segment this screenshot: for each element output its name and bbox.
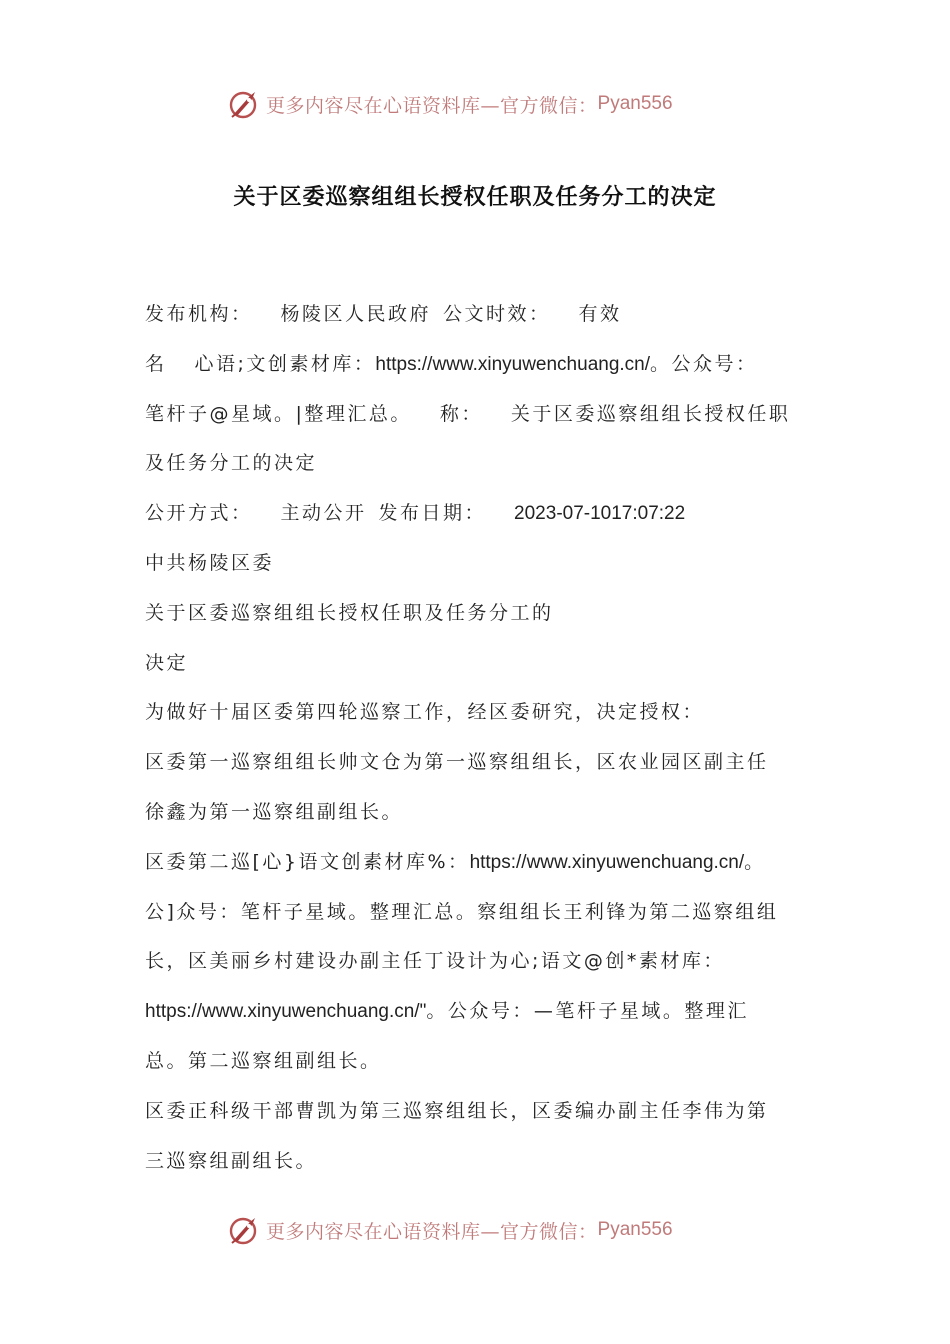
validity-value: 有效 — [578, 303, 622, 325]
date-value: 2023-07-1017:07:22 — [514, 503, 686, 525]
meta-publisher-line — [145, 290, 810, 340]
name-inline-1: 心语;文创素材库： — [194, 352, 376, 375]
para2-text-c: 。公众号：—笔杆子星域。整理汇 — [426, 1000, 749, 1023]
pen-nib-logo-icon — [228, 1214, 260, 1246]
document-title: 关于区委巡察组组长授权任职及任务分工的决定 — [233, 185, 717, 210]
para3-line-2: 三巡察组副组长。 — [145, 1149, 318, 1172]
meta-name-line-2 — [145, 390, 810, 440]
meta-open-line — [145, 489, 810, 539]
open-label: 公开方式： — [145, 502, 253, 525]
footer-banner — [228, 1210, 673, 1250]
publisher-label: 发布机构： — [145, 303, 253, 325]
para2-url-2: https://www.xinyuwenchuang.cn/" — [145, 1001, 427, 1023]
name-inline-3: 笔杆子@星域。|整理汇总。 — [145, 402, 412, 425]
para1-line-1: 区委第一巡察组组长帅文仓为第一巡察组组长，区农业园区副主任 — [145, 751, 769, 774]
pen-nib-logo-icon — [228, 88, 260, 120]
para2-line-2: 公]众号：笔杆子星域。整理汇总。察组组长王利锋为第二巡察组组 — [145, 900, 779, 923]
para1-line-2: 徐鑫为第一巡察组副组长。 — [145, 800, 404, 823]
name-value-1: 关于区委巡察组组长授权任职 — [510, 402, 791, 425]
para2-url-1: https://www.xinyuwenchuang.cn/ — [469, 851, 745, 873]
para2-line-4 — [145, 987, 810, 1037]
name-label-2: 称： — [439, 402, 483, 425]
banner-wechat-id: Pyan556 — [597, 1219, 673, 1240]
para2-line-1 — [145, 838, 810, 888]
publisher-value: 杨陵区人民政府 — [280, 303, 432, 325]
para3-line-1: 区委正科级干部曹凯为第三巡察组组长，区委编办副主任李伟为第 — [145, 1099, 769, 1122]
date-label: 发布日期： — [378, 502, 487, 525]
para2-line-3: 长，区美丽乡村建设办副主任丁设计为心;语文@创*素材库： — [145, 950, 725, 973]
banner-text: 更多内容尽在心语资料库—官方微信： — [266, 94, 598, 117]
validity-label: 公文时效： — [443, 303, 551, 325]
name-inline-url: https://www.xinyuwenchuang.cn/ — [375, 353, 651, 375]
document-body — [145, 290, 810, 1186]
para2-line-5: 总。第二巡察组副组长。 — [145, 1049, 382, 1072]
header-banner — [228, 84, 673, 124]
meta-name-line-3: 及任务分工的决定 — [145, 452, 318, 475]
intro-paragraph: 为做好十届区委第四轮巡察工作，经区委研究，决定授权： — [145, 701, 705, 724]
heading-line-2: 决定 — [145, 651, 189, 674]
open-value: 主动公开 — [280, 502, 367, 525]
name-label-1: 名 — [145, 352, 167, 375]
banner-wechat-id: Pyan556 — [597, 93, 673, 114]
banner-text: 更多内容尽在心语资料库—官方微信： — [266, 1220, 598, 1243]
name-inline-2: 。公众号： — [650, 352, 758, 375]
heading-line-1: 关于区委巡察组组长授权任职及任务分工的 — [145, 601, 554, 624]
issuer: 中共杨陵区委 — [145, 551, 275, 574]
para2-text-b: 。 — [744, 850, 766, 873]
para2-text-a: 区委第二巡[心}语文创素材库%： — [145, 850, 470, 873]
meta-name-line-1 — [145, 340, 810, 390]
